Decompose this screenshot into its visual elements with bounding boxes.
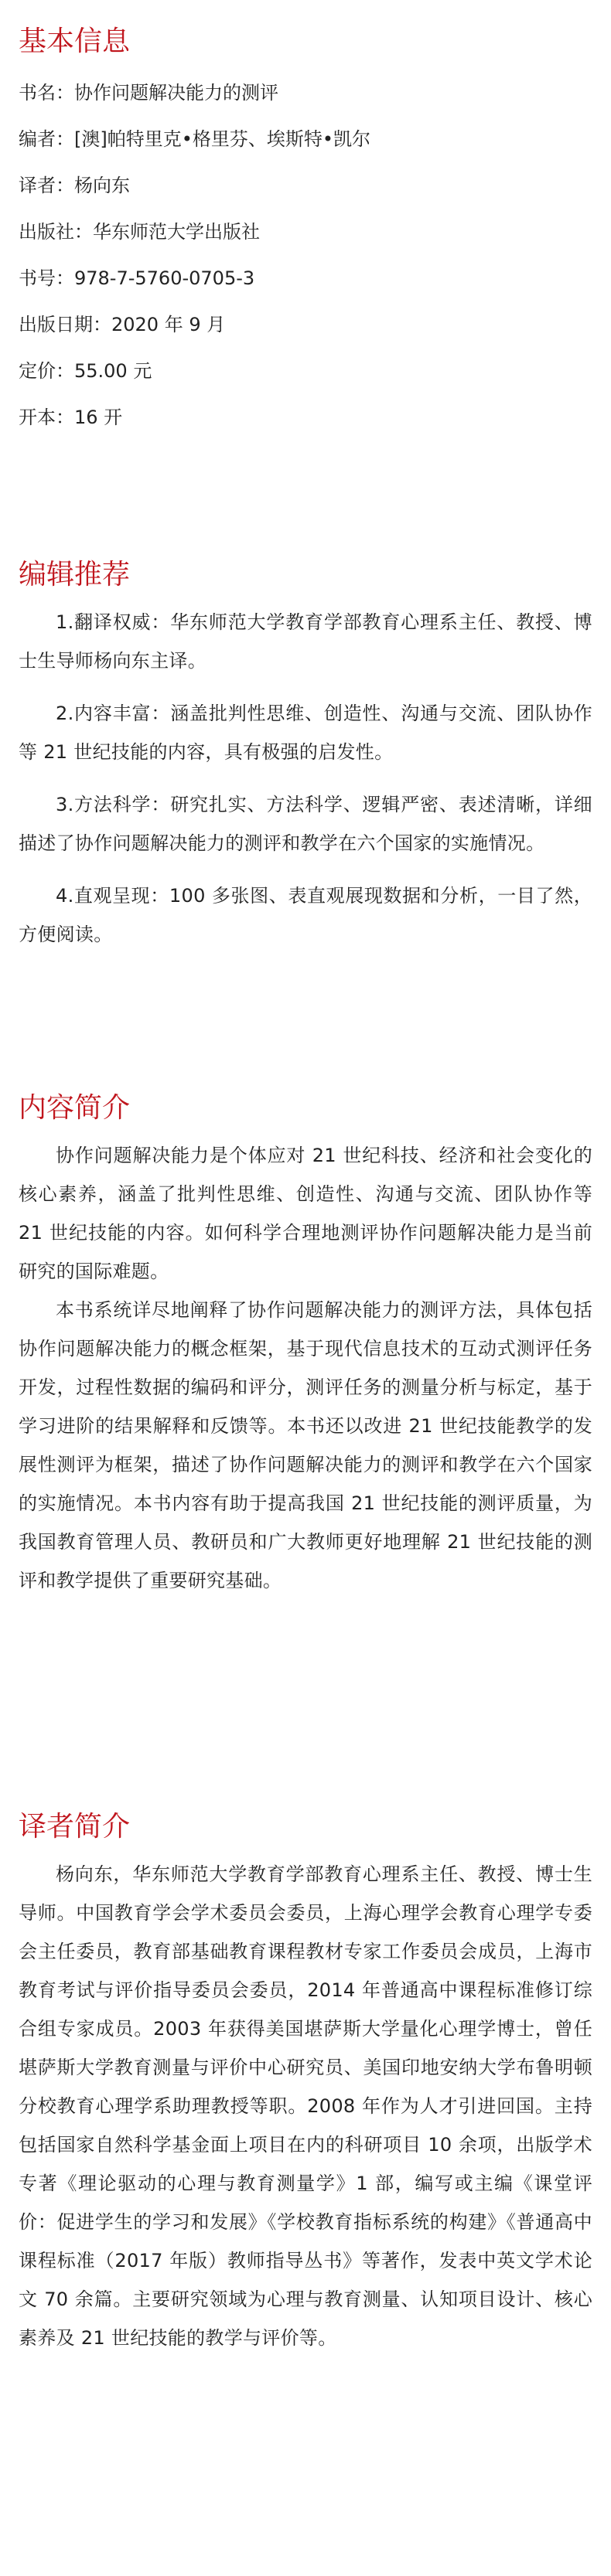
intro-paragraph: 本书系统详尽地阐释了协作问题解决能力的测评方法，具体包括协作问题解决能力的概念框架，基于现代信息技术的互动式测评任务开发，过程性数据的编码和评分，测评任务的测量分析与标定，基于学习进阶的结果解释和反馈等。本书还以改进 21 世纪技能教学的发展性测评为框架，描述了协作问题解决能力的测评和教学在六个国家的实施情况。本书内容有助于提高我国 21 世纪技能的测评质量，为我国教育管理人员、教研员和广大教师更好地理解 21 世纪技能的测评和教学提供了重要研究基础。	[19, 1299, 592, 1591]
basic-info-heading: 基本信息	[19, 26, 131, 57]
recommend-paragraph: 4.直观呈现：100 多张图、表直观展现数据和分析，一目了然，方便阅读。	[19, 885, 592, 945]
editors-line: 编者：[澳]帕特里克•格里芬、埃斯特•凯尔	[19, 128, 371, 150]
recommend-paragraph: 2.内容丰富：涵盖批判性思维、创造性、沟通与交流、团队协作等 21 世纪技能的内容，具有极强的启发性。	[19, 703, 592, 763]
intro-paragraph: 协作问题解决能力是个体应对 21 世纪科技、经济和社会变化的核心素养，涵盖了批判性思维、创造性、沟通与交流、团队协作等 21 世纪技能的内容。如何科学合理地测评协作问题解决能力是当前研究的国际难题。	[19, 1145, 592, 1282]
editor-recommend-section	[19, 555, 592, 968]
price-line: 定价：55.00 元	[19, 360, 152, 382]
translator-paragraph: 杨向东，华东师范大学教育学部教育心理系主任、教授、博士生导师。中国教育学会学术委员会委员，上海心理学会教育心理学专委会主任委员，教育部基础教育课程教材专家工作委员会成员，上海市教育考试与评价指导委员会委员，2014 年普通高中课程标准修订综合组专家成员。2003 年获得美国堪萨斯大学量化心理学博士，曾任堪萨斯大学教育测量与评价中心研究员、美国印地安纳大学布鲁明顿分校教育心理学系助理教授等职。2008 年作为人才引进回国。主持包括国家自然科学基金面上项目在内的科研项目 10 余项，出版学术专著《理论驱动的心理与教育测量学》1 部，编写或主编《课堂评价：促进学生的学习和发展》《学校教育指标系统的构建》《普通高中课程标准（2017 年版）教师指导丛书》等著作，发表中英文学术论文 70 余篇。主要研究领域为心理与教育测量、认知项目设计、核心素养及 21 世纪技能的教学与评价等。	[19, 1863, 592, 2349]
translator-intro-section	[19, 1807, 592, 2357]
editor-recommend-heading: 编辑推荐	[19, 559, 131, 590]
format-line: 开本：16 开	[19, 407, 123, 428]
content-intro-section	[19, 1088, 592, 1600]
content-intro-heading: 内容简介	[19, 1092, 131, 1124]
recommend-paragraph: 3.方法科学：研究扎实、方法科学、逻辑严密、表述清晰，详细描述了协作问题解决能力的测评和教学在六个国家的实施情况。	[19, 794, 592, 854]
translator-intro-heading: 译者简介	[19, 1811, 131, 1843]
recommend-paragraph: 1.翻译权威：华东师范大学教育学部教育心理系主任、教授、博士生导师杨向东主译。	[19, 611, 592, 672]
book-title-line: 书名：协作问题解决能力的测评	[19, 82, 278, 104]
publisher-line: 出版社：华东师范大学出版社	[19, 221, 260, 243]
publish-date-line: 出版日期：2020 年 9 月	[19, 314, 226, 335]
translator-line: 译者：杨向东	[19, 175, 130, 196]
isbn-line: 书号：978-7-5760-0705-3	[19, 267, 255, 289]
basic-info-section	[19, 22, 592, 441]
